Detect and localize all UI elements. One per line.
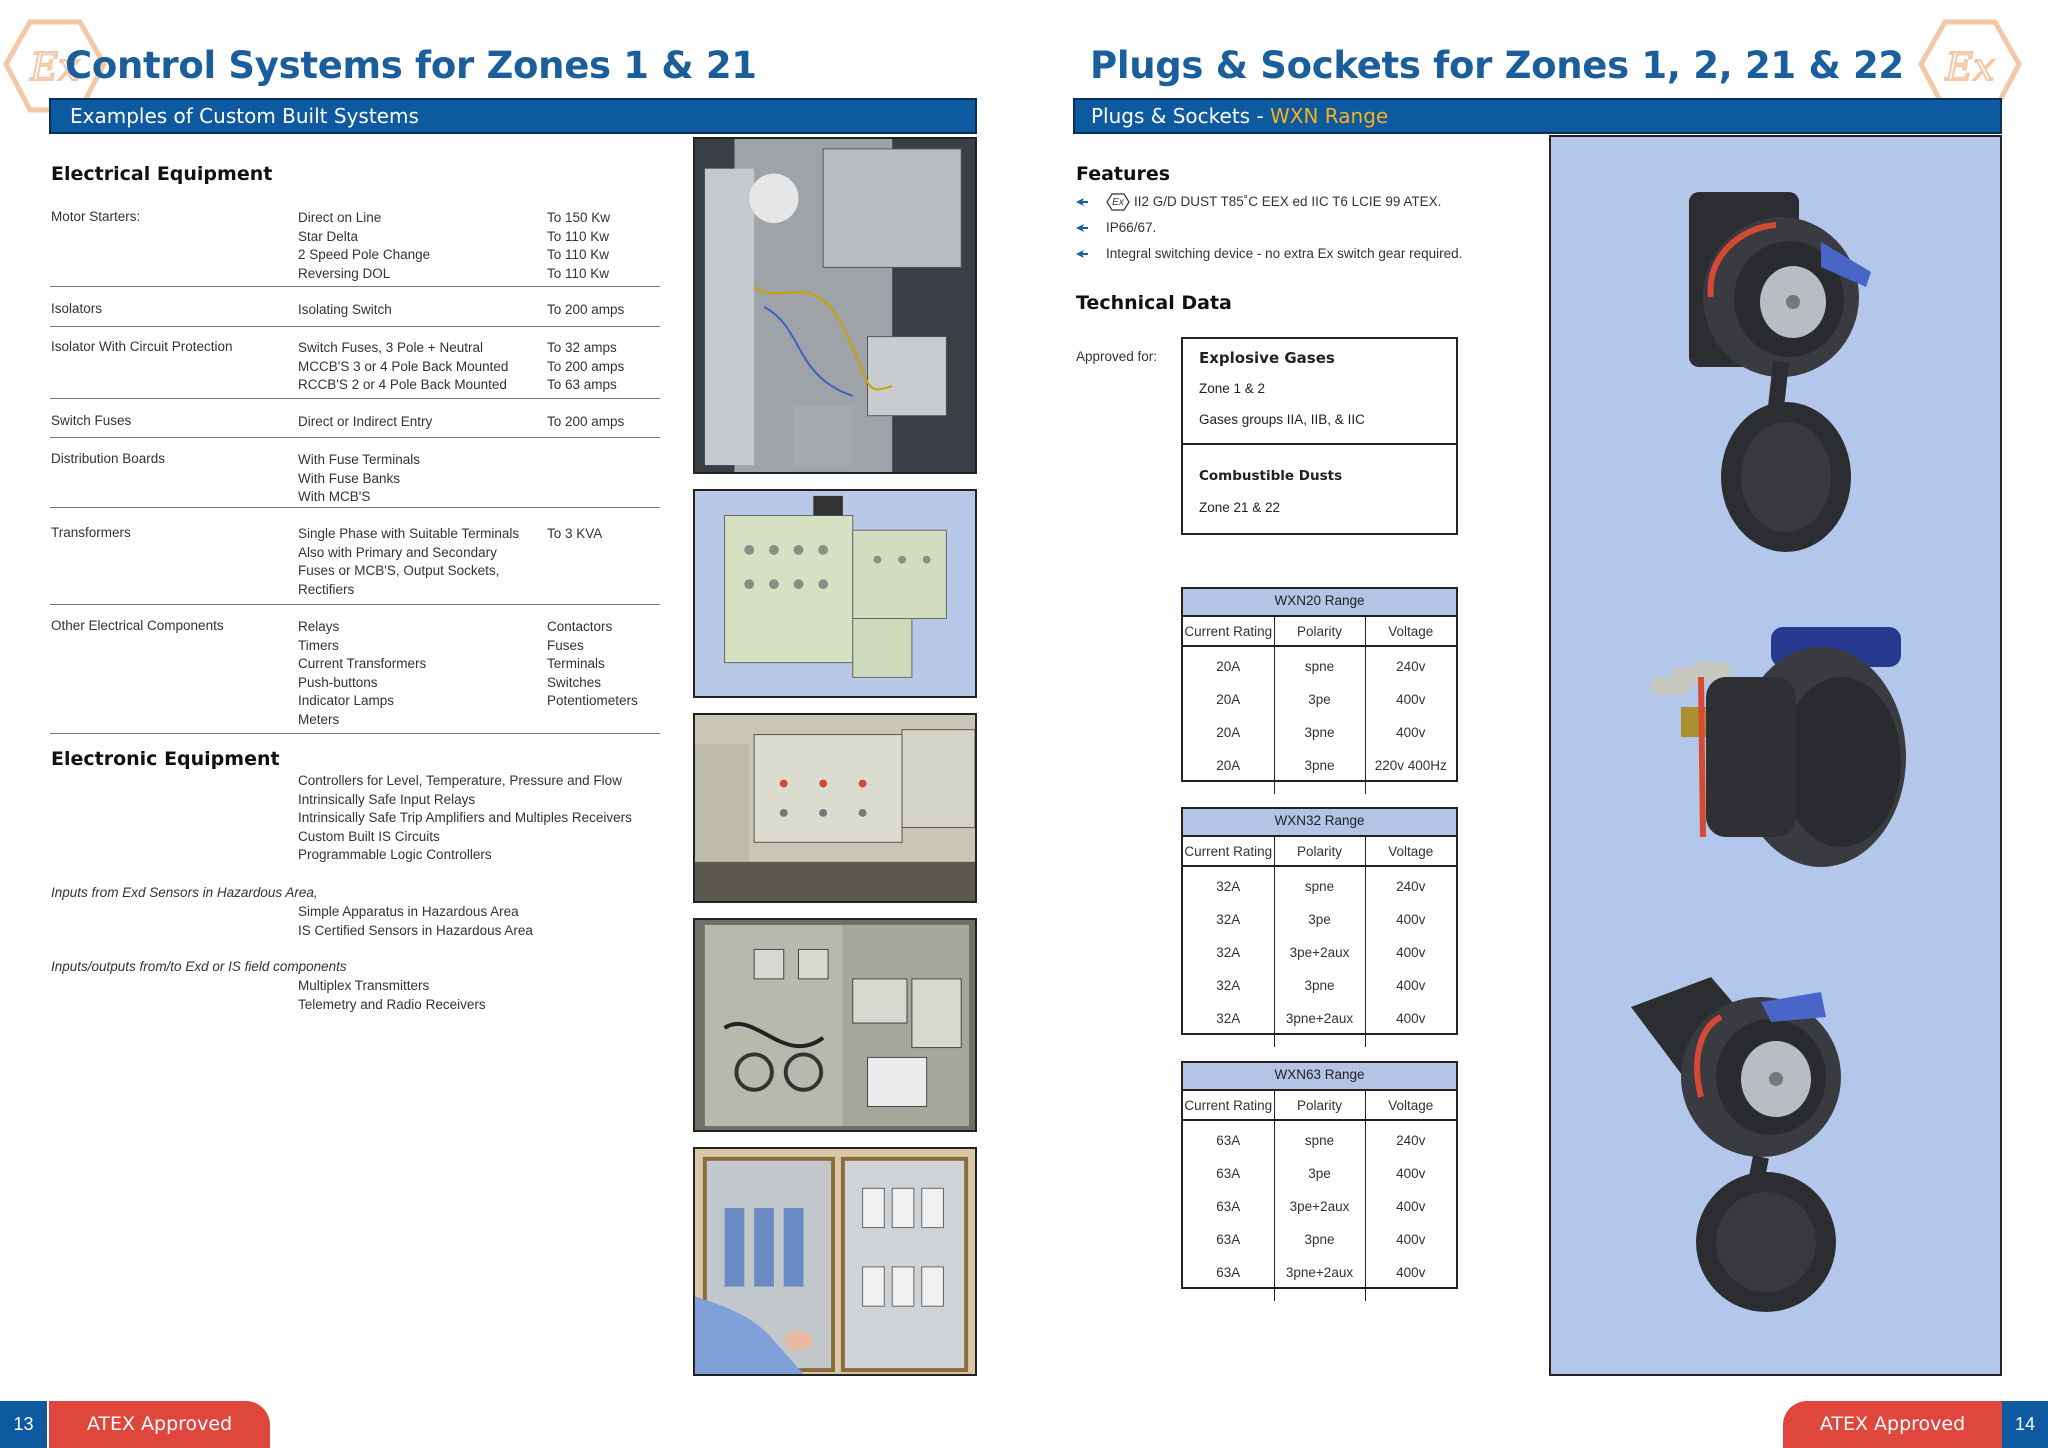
- control-panel-photo-1: [693, 137, 977, 474]
- inputs-field-item: Telemetry and Radio Receivers: [298, 996, 486, 1012]
- table-cell: 220v 400Hz: [1374, 758, 1447, 773]
- electronic-item: Programmable Logic Controllers: [298, 847, 492, 863]
- table-cell: 32A: [1183, 903, 1274, 936]
- row-rating-item: Terminals: [547, 656, 605, 672]
- table-cell: 63A: [1183, 1256, 1274, 1289]
- left-page-title: Control Systems for Zones 1 & 21: [65, 44, 757, 87]
- row-rating-item: To 200 amps: [547, 414, 625, 429]
- electronic-items: [298, 772, 632, 865]
- row-label: Isolators: [51, 301, 103, 316]
- gases-zone: Zone 1 & 2: [1199, 381, 1266, 396]
- row-detail-item: MCCB'S 3 or 4 Pole Back Mounted: [298, 358, 509, 374]
- socket-panel-mount-image: [1671, 187, 1891, 567]
- range-table-header-row: [1183, 617, 1456, 646]
- row-rating-item: Fuses: [547, 637, 584, 653]
- table-row: [1183, 903, 1456, 936]
- inputs-exd-label: Inputs from Exd Sensors in Hazardous Area,: [51, 885, 318, 900]
- row-detail-item: 2 Speed Pole Change: [298, 247, 431, 263]
- range-table-grid: [1183, 837, 1456, 1047]
- row-ratings: [547, 339, 624, 395]
- electronic-item: Intrinsically Safe Trip Amplifiers and Multiples Receivers: [298, 810, 632, 826]
- range-table-title: WXN20 Range: [1183, 589, 1456, 617]
- inputs-exd-item: IS Certified Sensors in Hazardous Area: [298, 922, 533, 938]
- row-details: [298, 413, 432, 432]
- row-detail-item: With MCB'S: [298, 489, 371, 505]
- table-cell: 63A: [1183, 1157, 1274, 1190]
- table-cell: 63A: [1183, 1190, 1274, 1223]
- combustible-dusts-heading: Combustible Dusts: [1199, 468, 1343, 484]
- range-table-grid: [1183, 1091, 1456, 1301]
- row-rating-item: To 200 amps: [547, 358, 625, 374]
- row-detail-item: Fuses or MCB'S, Output Sockets,: [298, 563, 500, 579]
- table-cell: 3pne+2aux: [1274, 1256, 1365, 1289]
- feature-text: IP66/67.: [1106, 220, 1157, 235]
- inputs-exd-items: [298, 903, 533, 940]
- table-row: [1183, 866, 1456, 903]
- column-header: Current Rating: [1183, 837, 1274, 866]
- row-detail-item: Relays: [298, 619, 340, 634]
- row-ratings: [547, 209, 610, 283]
- row-ratings: [547, 301, 624, 320]
- inputs-exd-item: Simple Apparatus in Hazardous Area: [298, 904, 519, 919]
- row-rating-item: To 110 Kw: [547, 228, 610, 244]
- gases-groups: Gases groups IIA, IIB, & IIC: [1199, 412, 1365, 427]
- table-filler-cell: [1365, 1289, 1456, 1301]
- row-rating-item: To 3 KVA: [547, 526, 603, 541]
- row-detail-item: Meters: [298, 711, 340, 727]
- row-details: [298, 451, 420, 507]
- table-cell: 400v: [1396, 1166, 1426, 1181]
- table-filler-cell: [1365, 782, 1456, 794]
- row-ratings: [547, 413, 624, 432]
- features-heading: Features: [1076, 163, 1171, 185]
- plug-image: [1621, 967, 1911, 1327]
- table-cell: 400v: [1396, 1011, 1426, 1026]
- table-cell: 3pne+2aux: [1274, 1002, 1365, 1035]
- table-cell: 400v: [1396, 1265, 1426, 1280]
- column-header: Polarity: [1274, 1091, 1365, 1120]
- table-cell: 240v: [1396, 1133, 1426, 1148]
- feature-text: II2 G/D DUST T85˚C EEX ed IIC T6 LCIE 99 ATEX.: [1134, 194, 1442, 209]
- row-detail-item: RCCB'S 2 or 4 Pole Back Mounted: [298, 377, 507, 393]
- row-divider: [50, 604, 660, 605]
- right-page-title: Plugs & Sockets for Zones 1, 2, 21 & 22: [1090, 44, 1904, 87]
- left-section-bar-label: Examples of Custom Built Systems: [70, 104, 419, 128]
- row-rating-item: To 200 amps: [547, 302, 625, 317]
- features-list: [1076, 193, 1462, 271]
- wxn20-range-table: [1181, 587, 1458, 782]
- table-row: [1183, 1223, 1456, 1256]
- table-row: [1183, 1002, 1456, 1035]
- table-cell: 400v: [1396, 1232, 1426, 1247]
- column-header: Current Rating: [1183, 1091, 1274, 1120]
- table-cell: 32A: [1183, 1002, 1274, 1035]
- row-rating-item: To 150 Kw: [547, 210, 611, 225]
- range-table-header-row: [1183, 1091, 1456, 1120]
- table-row: [1183, 716, 1456, 749]
- right-section-bar-prefix: Plugs & Sockets -: [1091, 104, 1271, 128]
- table-cell: 3pe+2aux: [1274, 936, 1365, 969]
- electronic-item: Controllers for Level, Temperature, Pressure and Flow: [298, 773, 622, 788]
- table-filler-cell: [1183, 1035, 1274, 1047]
- row-detail-item: With Fuse Banks: [298, 470, 401, 486]
- control-panel-photo-4: [693, 918, 977, 1132]
- svg-text:Ex: Ex: [30, 45, 80, 89]
- technical-data-heading: Technical Data: [1076, 292, 1232, 314]
- row-rating-item: To 32 amps: [547, 340, 617, 355]
- table-row: [1183, 1157, 1456, 1190]
- table-cell: 3pe: [1274, 683, 1365, 716]
- table-cell: 3pne: [1274, 749, 1365, 782]
- row-detail-item: Current Transformers: [298, 656, 427, 672]
- row-ratings: [547, 618, 638, 711]
- electronic-item: Intrinsically Safe Input Relays: [298, 791, 476, 807]
- row-details: [298, 301, 392, 320]
- table-filler-cell: [1183, 782, 1274, 794]
- table-filler-cell: [1274, 782, 1365, 794]
- bullet-arrow-icon: [1076, 250, 1088, 258]
- row-detail-item: Reversing DOL: [298, 265, 391, 281]
- table-row: [1183, 1190, 1456, 1223]
- column-header: Voltage: [1365, 1091, 1456, 1120]
- table-row: [1183, 646, 1456, 683]
- table-cell: 3pne: [1274, 716, 1365, 749]
- row-label: Isolator With Circuit Protection: [51, 339, 233, 354]
- control-panel-photo-5: [693, 1147, 977, 1376]
- table-cell: 400v: [1396, 725, 1426, 740]
- row-rating-item: Potentiometers: [547, 693, 638, 709]
- explosive-gases-heading: Explosive Gases: [1199, 349, 1335, 367]
- table-cell: spne: [1274, 646, 1365, 683]
- table-filler-cell: [1365, 1035, 1456, 1047]
- table-filler-cell: [1183, 1289, 1274, 1301]
- row-label: Other Electrical Components: [51, 618, 224, 633]
- row-label: Motor Starters:: [51, 209, 141, 224]
- row-divider: [50, 733, 660, 734]
- row-detail-item: Direct or Indirect Entry: [298, 414, 433, 429]
- table-cell: 3pne: [1274, 969, 1365, 1002]
- ex-symbol-text: Ex: [1112, 197, 1124, 209]
- table-filler-row: [1183, 782, 1456, 794]
- table-filler-row: [1183, 1035, 1456, 1047]
- table-cell: 400v: [1396, 1199, 1426, 1214]
- row-divider: [50, 507, 660, 508]
- column-header: Current Rating: [1183, 617, 1274, 646]
- table-cell: 20A: [1183, 646, 1274, 683]
- table-row: [1183, 749, 1456, 782]
- row-detail-item: Rectifiers: [298, 581, 355, 597]
- column-header: Voltage: [1365, 617, 1456, 646]
- column-header: Polarity: [1274, 837, 1365, 866]
- table-row: [1183, 683, 1456, 716]
- table-row: [1183, 936, 1456, 969]
- table-cell: spne: [1274, 1120, 1365, 1157]
- right-section-bar-highlight: WXN Range: [1270, 104, 1389, 128]
- row-divider: [50, 398, 660, 399]
- approval-box: [1181, 337, 1458, 535]
- table-cell: 240v: [1396, 879, 1426, 894]
- row-detail-item: Push-buttons: [298, 674, 378, 690]
- control-panel-photo-3: [693, 713, 977, 903]
- row-rating-item: Switches: [547, 674, 602, 690]
- table-row: [1183, 969, 1456, 1002]
- feature-text: Integral switching device - no extra Ex switch gear required.: [1106, 246, 1463, 261]
- range-table-grid: [1183, 617, 1456, 794]
- atex-approved-badge-right: ATEX Approved: [1783, 1401, 2002, 1448]
- page-number-right: 14: [2002, 1401, 2048, 1448]
- row-rating-item: To 110 Kw: [547, 265, 610, 281]
- electronic-equipment-heading: Electronic Equipment: [51, 748, 280, 770]
- table-cell: 3pe: [1274, 903, 1365, 936]
- socket-inline-image: [1611, 617, 1941, 887]
- row-detail-item: Indicator Lamps: [298, 693, 395, 709]
- row-label: Transformers: [51, 525, 131, 540]
- row-ratings: [547, 525, 602, 544]
- row-rating-item: Contactors: [547, 619, 613, 634]
- row-rating-item: To 110 Kw: [547, 247, 610, 263]
- table-cell: spne: [1274, 866, 1365, 903]
- table-cell: 32A: [1183, 936, 1274, 969]
- inputs-field-label: Inputs/outputs from/to Exd or IS field components: [51, 959, 347, 974]
- table-cell: 3pe+2aux: [1274, 1190, 1365, 1223]
- table-filler-cell: [1274, 1289, 1365, 1301]
- row-label: Switch Fuses: [51, 413, 132, 428]
- table-cell: 400v: [1396, 945, 1426, 960]
- table-cell: 400v: [1396, 692, 1426, 707]
- table-cell: 20A: [1183, 716, 1274, 749]
- column-header: Polarity: [1274, 617, 1365, 646]
- bullet-arrow-icon: [1076, 198, 1088, 206]
- table-row: [1183, 1120, 1456, 1157]
- approval-box-divider: [1183, 443, 1456, 445]
- row-detail-item: Timers: [298, 637, 339, 653]
- table-cell: 3pe: [1274, 1157, 1365, 1190]
- electronic-item: Custom Built IS Circuits: [298, 828, 440, 844]
- wxn63-range-table: [1181, 1061, 1458, 1289]
- table-cell: 20A: [1183, 749, 1274, 782]
- bullet-arrow-icon: [1076, 224, 1088, 232]
- svg-text:Ex: Ex: [1945, 45, 1995, 89]
- column-header: Voltage: [1365, 837, 1456, 866]
- row-detail-item: Direct on Line: [298, 210, 382, 225]
- feature-item: [1076, 193, 1462, 219]
- right-section-bar: [1073, 98, 2002, 134]
- table-cell: 63A: [1183, 1120, 1274, 1157]
- wxn32-range-table: [1181, 807, 1458, 1035]
- left-section-bar: [49, 98, 977, 134]
- row-details: [298, 339, 508, 395]
- table-cell: 32A: [1183, 969, 1274, 1002]
- table-cell: 63A: [1183, 1223, 1274, 1256]
- dusts-zone: Zone 21 & 22: [1199, 500, 1281, 515]
- table-cell: 400v: [1396, 978, 1426, 993]
- product-image-panel: [1549, 135, 2002, 1376]
- row-divider: [50, 437, 660, 438]
- table-filler-cell: [1274, 1035, 1365, 1047]
- control-panel-photo-2: [693, 489, 977, 698]
- range-table-header-row: [1183, 837, 1456, 866]
- feature-item: [1076, 245, 1462, 271]
- table-cell: 20A: [1183, 683, 1274, 716]
- table-row: [1183, 1256, 1456, 1289]
- electrical-equipment-heading: Electrical Equipment: [51, 163, 273, 185]
- row-rating-item: To 63 amps: [547, 377, 617, 393]
- row-label: Distribution Boards: [51, 451, 166, 466]
- row-details: [298, 618, 426, 730]
- table-cell: 400v: [1396, 912, 1426, 927]
- row-detail-item: Star Delta: [298, 228, 359, 244]
- row-detail-item: Isolating Switch: [298, 302, 392, 317]
- approved-for-label: Approved for:: [1076, 349, 1158, 364]
- range-table-title: WXN63 Range: [1183, 1063, 1456, 1091]
- row-detail-item: Switch Fuses, 3 Pole + Neutral: [298, 340, 483, 355]
- table-cell: 240v: [1396, 659, 1426, 674]
- row-detail-item: With Fuse Terminals: [298, 452, 421, 467]
- table-cell: 3pne: [1274, 1223, 1365, 1256]
- range-table-title: WXN32 Range: [1183, 809, 1456, 837]
- row-details: [298, 209, 430, 283]
- row-divider: [50, 326, 660, 327]
- atex-approved-badge-left: ATEX Approved: [49, 1401, 270, 1448]
- row-detail-item: Single Phase with Suitable Terminals: [298, 526, 520, 541]
- inputs-field-items: [298, 977, 486, 1014]
- row-detail-item: Also with Primary and Secondary: [298, 544, 497, 560]
- row-divider: [50, 286, 660, 287]
- row-details: [298, 525, 519, 599]
- page-number-left: 13: [0, 1401, 47, 1448]
- feature-item: [1076, 219, 1462, 245]
- inputs-field-item: Multiplex Transmitters: [298, 978, 430, 993]
- ex-symbol-icon: [1106, 193, 1130, 211]
- table-filler-row: [1183, 1289, 1456, 1301]
- table-cell: 32A: [1183, 866, 1274, 903]
